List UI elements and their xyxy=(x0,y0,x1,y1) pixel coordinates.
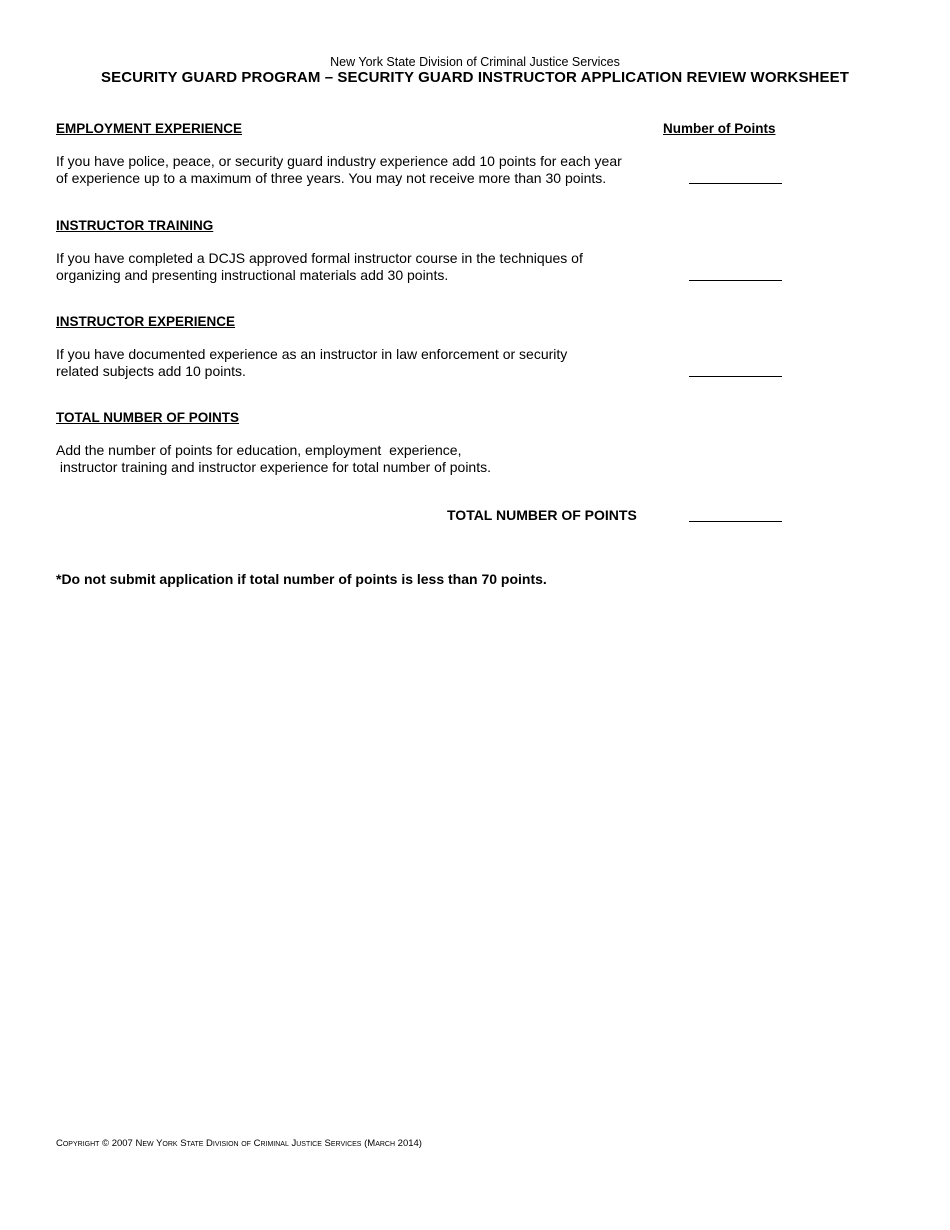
section-text-total-points xyxy=(56,442,491,475)
text-line: related subjects add 10 points. xyxy=(56,362,246,379)
text-line: If you have police, peace, or security guard industry experience add 10 points for each year xyxy=(56,153,622,169)
training-points-blank[interactable] xyxy=(689,280,782,281)
section-text-employment-experience xyxy=(56,153,622,186)
worksheet-title: SECURITY GUARD PROGRAM – SECURITY GUARD INSTRUCTOR APPLICATION REVIEW WORKSHEET xyxy=(101,69,849,86)
copyright-footer: Copyright © 2007 New York State Division of Criminal Justice Services (March 2014) xyxy=(56,1138,422,1149)
section-text-instructor-training xyxy=(56,250,583,283)
text-line: Add the number of points for education, employment experience, xyxy=(56,442,462,458)
text-line: organizing and presenting instructional materials add 30 points. xyxy=(56,266,449,283)
total-points-label: TOTAL NUMBER OF POINTS xyxy=(447,507,637,523)
section-heading-total-points: TOTAL NUMBER OF POINTS xyxy=(56,410,240,425)
employment-points-blank[interactable] xyxy=(689,183,782,184)
minimum-points-warning: *Do not submit application if total number of points is less than 70 points. xyxy=(56,571,547,587)
text-line: of experience up to a maximum of three years. You may not receive more than 30 points. xyxy=(56,169,607,186)
section-heading-instructor-training: INSTRUCTOR TRAINING xyxy=(56,218,214,233)
instructor-experience-points-blank[interactable] xyxy=(689,376,782,377)
section-text-instructor-experience xyxy=(56,346,567,379)
text-line: If you have completed a DCJS approved formal instructor course in the techniques of xyxy=(56,250,583,266)
section-heading-employment-experience: EMPLOYMENT EXPERIENCE xyxy=(56,121,243,136)
section-heading-instructor-experience: INSTRUCTOR EXPERIENCE xyxy=(56,314,236,329)
agency-name: New York State Division of Criminal Justice Services xyxy=(330,55,620,69)
total-points-blank[interactable] xyxy=(689,521,782,522)
text-line: If you have documented experience as an instructor in law enforcement or security xyxy=(56,346,568,362)
points-column-header: Number of Points xyxy=(663,121,776,136)
text-line: instructor training and instructor experience for total number of points. xyxy=(56,458,491,475)
